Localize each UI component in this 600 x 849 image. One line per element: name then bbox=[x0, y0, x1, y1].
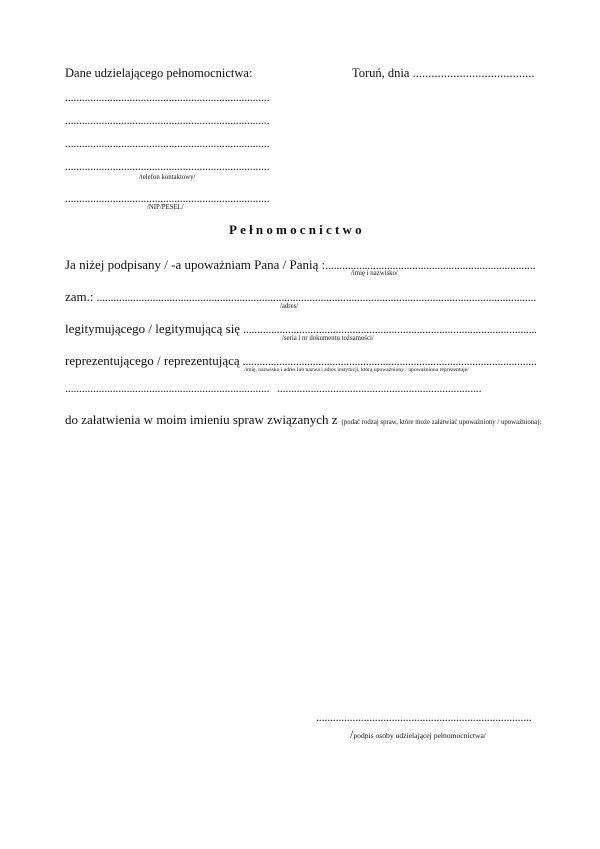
signature-line[interactable]: ............................................................................. bbox=[316, 710, 532, 724]
matters-label: do załatwienia w moim imieniu spraw związanych z bbox=[65, 412, 338, 427]
address-row bbox=[65, 289, 536, 305]
nip-caption: /NIP/PESEL/ bbox=[147, 204, 184, 211]
principal-line-1[interactable]: ......................................................................... bbox=[65, 90, 270, 104]
authorized-person-label: Ja niżej podpisany / -a upoważniam Pana / Panią : bbox=[65, 257, 326, 272]
signature-caption: podpis osoby udzielającej pełnomocnictwa/ bbox=[353, 731, 486, 740]
represents-continuation-field[interactable]: ......................................................................... bbox=[65, 381, 270, 395]
place-date: Toruń, dnia ....................................... bbox=[352, 66, 535, 80]
id-document-label: legitymującego / legitymującą się bbox=[65, 321, 241, 336]
address-label: zam.: bbox=[65, 289, 94, 304]
principal-line-2[interactable]: ......................................................................... bbox=[65, 113, 270, 127]
id-document-caption: /seria i nr dokumentu tożsamości/ bbox=[282, 335, 374, 342]
principal-data-label: Dane udzielającego pełnomocnictwa: bbox=[65, 66, 253, 80]
represents-continuation-field-2[interactable]: ......................................................................... bbox=[277, 381, 482, 395]
address-caption: /adres/ bbox=[280, 303, 299, 310]
document-title: Pełnomocnictwo bbox=[229, 222, 365, 237]
signature-caption-row bbox=[350, 725, 486, 743]
matters-note: (podać rodzaj spraw, które może załatwiać upoważniony / upoważniona): bbox=[341, 419, 542, 426]
nip-line[interactable]: ......................................................................... bbox=[65, 191, 270, 205]
phone-line[interactable]: ......................................................................... bbox=[65, 159, 270, 173]
principal-line-3[interactable]: ......................................................................... bbox=[65, 136, 270, 150]
matters-row bbox=[65, 411, 541, 429]
address-field[interactable] bbox=[97, 290, 536, 305]
authorized-person-row bbox=[65, 257, 536, 273]
represents-label: reprezentującego / reprezentującą bbox=[65, 353, 240, 368]
phone-caption: /telefon kontaktowy/ bbox=[139, 174, 196, 181]
represents-caption: /imię, nazwisko i adres lub nazwa i adres instytucji, którą upoważniony / upoważniona reprezentuje/ bbox=[244, 367, 469, 373]
signature-slash: / bbox=[350, 727, 354, 741]
name-caption: /imię i nazwisko/ bbox=[351, 270, 398, 277]
